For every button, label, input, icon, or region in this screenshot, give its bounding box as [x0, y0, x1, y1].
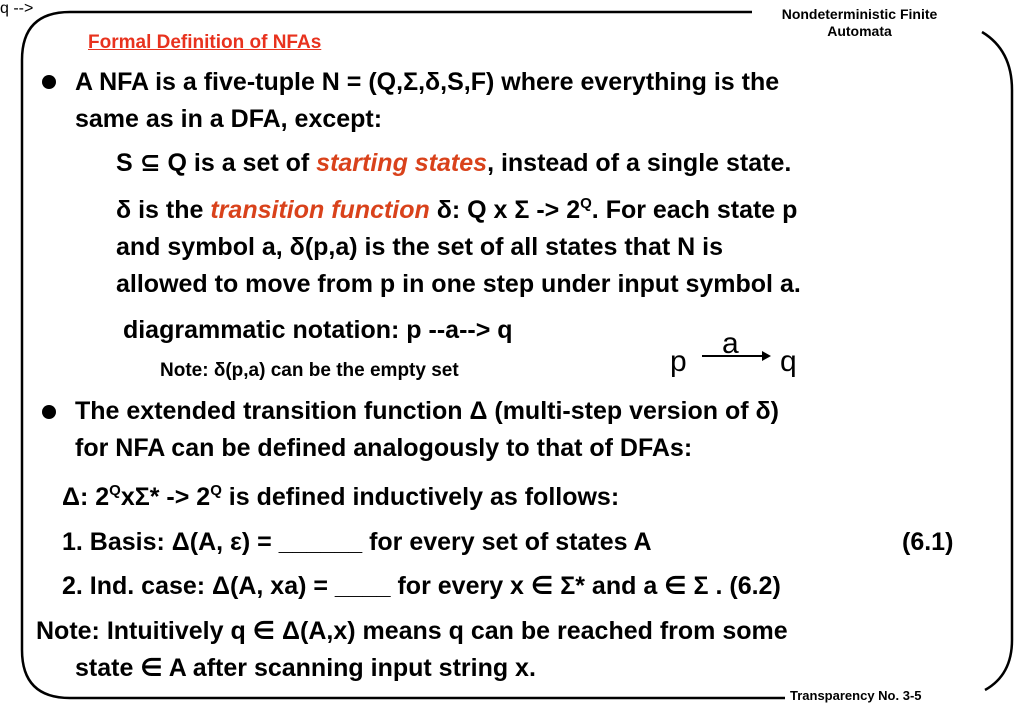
definition-post: is defined inductively as follows: — [221, 483, 620, 511]
bullet2-line2: for NFA can be defined analogously to that of DFAs: — [75, 434, 693, 462]
frame-border-right — [982, 32, 1012, 690]
sub2-line3: allowed to move from p in one step under input symbol a. — [116, 270, 801, 298]
sub1-pre: S ⊆ Q is a set of — [116, 149, 317, 177]
basis-case: 1. Basis: Δ(A, ε) = ______ for every set of states A — [62, 528, 652, 556]
induction-case: 2. Ind. case: Δ(A, xa) = ____ for every x ∈ Σ* and a ∈ Σ . (6.2) — [62, 572, 781, 600]
slide-header — [752, 6, 967, 40]
note-empty-set: Note: δ(p,a) can be the empty set — [160, 360, 459, 381]
definition-sup1: Q — [109, 482, 121, 499]
basis-equation-number: (6.1) — [902, 528, 954, 556]
sub1-emphasis: starting states — [316, 149, 488, 177]
slide-title: Formal Definition of NFAs — [88, 32, 322, 53]
sub2-emphasis: transition function — [210, 196, 430, 224]
diagram-from-state: p — [670, 345, 687, 378]
definition-mid: xΣ* -> 2 — [120, 483, 211, 511]
sub2-post: δ: Q x Σ -> 2 — [429, 196, 581, 224]
definition-pre: Δ: 2 — [62, 483, 110, 511]
note-intuition-line2: state ∈ A after scanning input string x. — [75, 654, 536, 682]
definition-line — [62, 479, 619, 515]
sub3-text: diagrammatic notation: p --a--> q — [116, 316, 513, 344]
bullet1-line1: A NFA is a five-tuple N = (Q,Σ,δ,S,F) where everything is the — [75, 68, 780, 96]
bullet2-line1: The extended transition function Δ (multi-step version of δ) — [75, 397, 779, 425]
sub-bullet-2 — [86, 192, 797, 228]
diagram-to-state: q — [780, 345, 797, 378]
sub2-superscript: Q — [580, 195, 592, 212]
definition-sup2: Q — [210, 482, 222, 499]
sub1-post: , instead of a single state. — [487, 149, 792, 177]
sub-bullet-3 — [86, 312, 513, 348]
sub2-line2: and symbol a, δ(p,a) is the set of all states that N is — [116, 233, 723, 261]
header-line-1: Nondeterministic Finite — [781, 6, 938, 22]
header-line-2: Automata — [827, 23, 892, 39]
diagram-edge-label: a — [722, 327, 739, 360]
sub2-pre: δ is the — [116, 196, 211, 224]
note-intuition-line1: Note: Intuitively q ∈ Δ(A,x) means q can be reached from some — [36, 617, 788, 645]
diagram-arrow — [700, 348, 772, 364]
bullet1-line2: same as in a DFA, except: — [75, 105, 383, 133]
bullet-dot — [42, 75, 56, 89]
sub-bullet-1 — [86, 145, 791, 181]
sub2-post2: . For each state p — [591, 196, 798, 224]
bullet-dot — [42, 405, 56, 419]
slide-footer: Transparency No. 3-5 — [790, 688, 922, 703]
